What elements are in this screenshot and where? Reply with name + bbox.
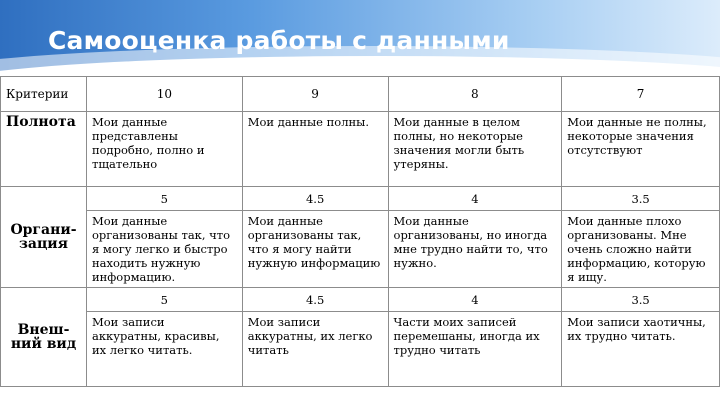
page-title: Самооценка работы с данными xyxy=(48,26,510,55)
score-cell: 4 xyxy=(388,288,562,312)
table-cell: Мои записи аккуратны, их легко читать xyxy=(242,312,388,387)
table-row xyxy=(1,312,720,387)
score-header: 7 xyxy=(562,77,720,112)
criteria-header: Критерии xyxy=(1,77,87,112)
table-cell: Мои данные организованы так, что я могу легко и быстро находить нужную информацию. xyxy=(86,211,242,288)
table-header-row xyxy=(1,77,720,112)
score-cell: 5 xyxy=(86,187,242,211)
table-cell: Мои данные представлены подробно, полно и тщательно xyxy=(86,112,242,187)
score-row xyxy=(1,288,720,312)
table-cell: Мои данные плохо организованы. Мне очень сложно найти информацию, которую я ищу. xyxy=(562,211,720,288)
table-cell: Мои записи хаотичны, их трудно читать. xyxy=(562,312,720,387)
score-cell: 4 xyxy=(388,187,562,211)
score-cell: 4.5 xyxy=(242,187,388,211)
criterion-name xyxy=(1,288,87,387)
score-row xyxy=(1,187,720,211)
score-cell: 4.5 xyxy=(242,288,388,312)
table-cell: Мои данные не полны, некоторые значения отсутствуют xyxy=(562,112,720,187)
table-cell: Мои данные организованы так, что я могу найти нужную информацию xyxy=(242,211,388,288)
assessment-table xyxy=(0,76,720,387)
table-cell: Части моих записей перемешаны, иногда их трудно читать xyxy=(388,312,562,387)
criterion-name: Полнота xyxy=(1,112,87,187)
table-cell: Мои данные организованы, но иногда мне трудно найти то, что нужно. xyxy=(388,211,562,288)
table-row xyxy=(1,211,720,288)
score-header: 10 xyxy=(86,77,242,112)
score-header: 8 xyxy=(388,77,562,112)
table-cell: Мои данные в целом полны, но некоторые значения могли быть утеряны. xyxy=(388,112,562,187)
title-banner xyxy=(0,0,720,72)
table-cell: Мои записи аккуратны, красивы, их легко читать. xyxy=(86,312,242,387)
criterion-label: Внеш-ний вид xyxy=(10,322,77,352)
criterion-label: Органи-зация xyxy=(10,222,77,252)
score-cell: 3.5 xyxy=(562,288,720,312)
score-cell: 5 xyxy=(86,288,242,312)
criterion-name xyxy=(1,187,87,288)
score-cell: 3.5 xyxy=(562,187,720,211)
table-cell: Мои данные полны. xyxy=(242,112,388,187)
table-row xyxy=(1,112,720,187)
score-header: 9 xyxy=(242,77,388,112)
